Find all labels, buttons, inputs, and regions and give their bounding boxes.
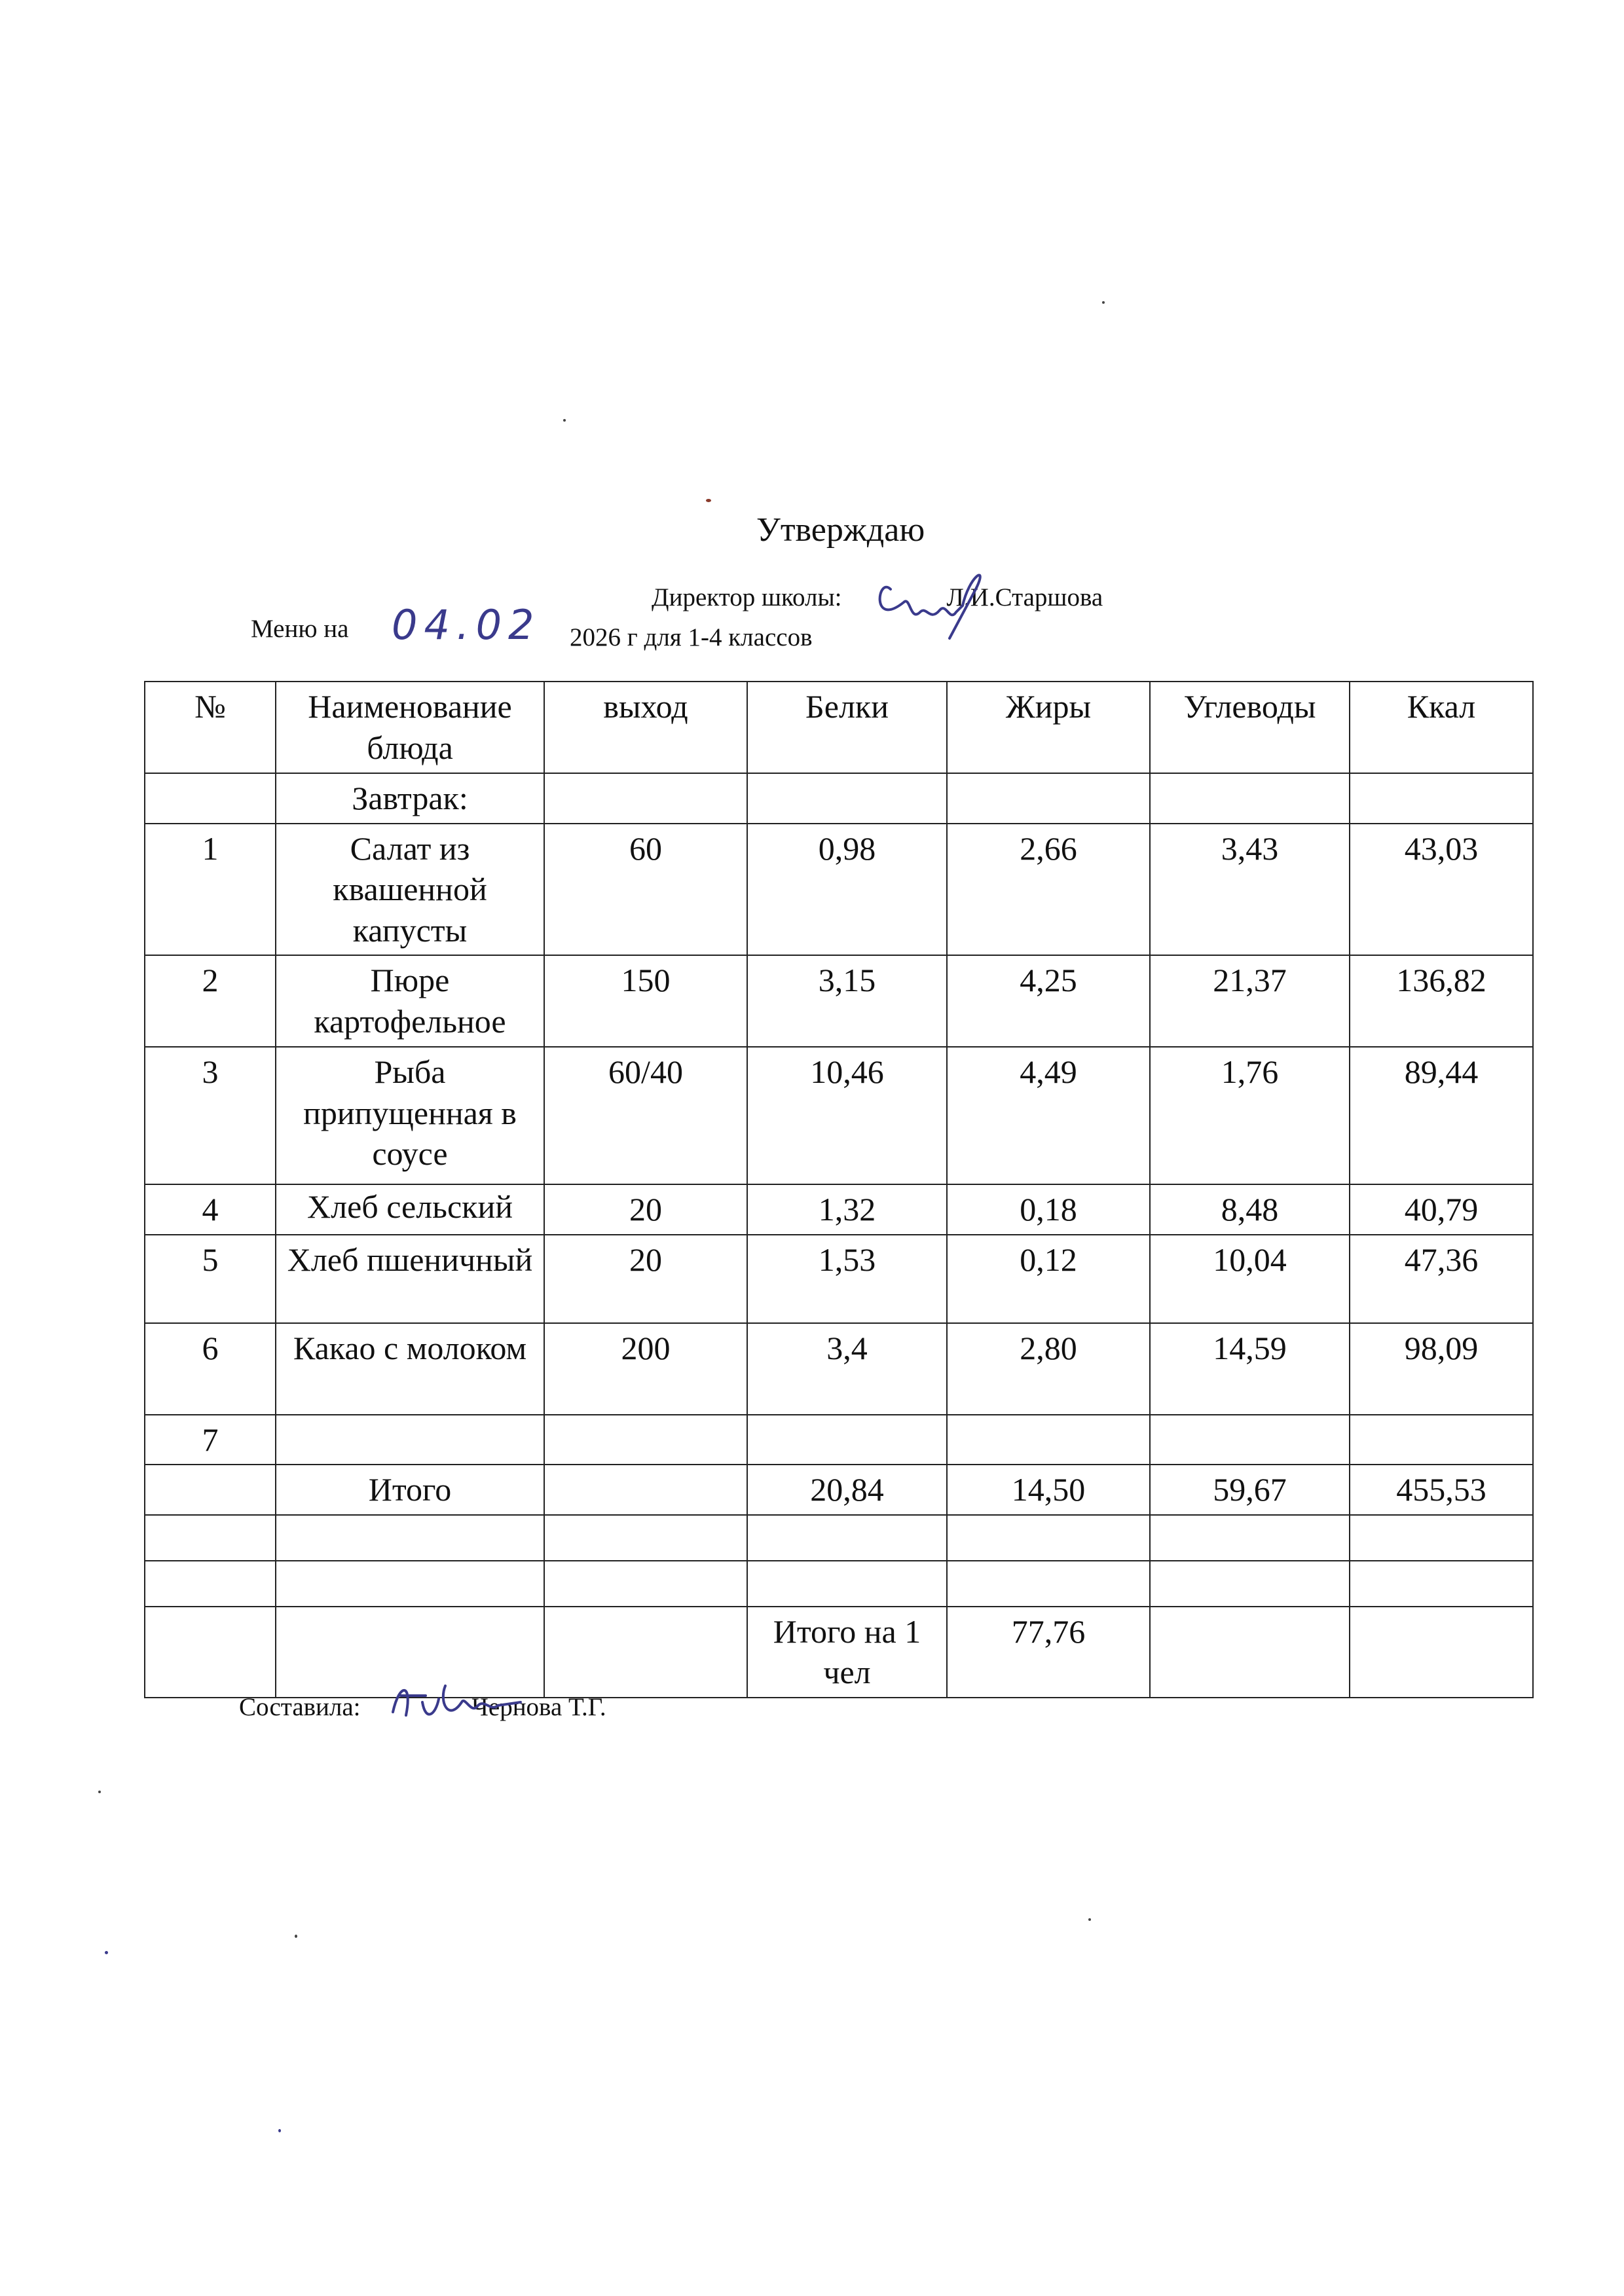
scan-speck	[1102, 301, 1105, 304]
dish-fat: 4,49	[947, 1047, 1150, 1184]
col-header-number: №	[145, 682, 276, 773]
table-row	[145, 955, 1533, 1047]
table-row	[145, 1323, 1533, 1415]
col-header-yield: выход	[544, 682, 747, 773]
table-row	[145, 1184, 1533, 1235]
col-header-protein: Белки	[747, 682, 947, 773]
table-row	[145, 1235, 1533, 1323]
dish-protein: 10,46	[747, 1047, 947, 1184]
dish-kcal: 40,79	[1350, 1184, 1533, 1235]
row-number: 5	[145, 1235, 276, 1323]
dish-kcal: 98,09	[1350, 1323, 1533, 1415]
section-label: Завтрак:	[276, 773, 544, 824]
total-row	[145, 1465, 1533, 1515]
dish-name: Салат из квашенной капусты	[276, 824, 544, 956]
dish-yield: 60/40	[544, 1047, 747, 1184]
director-label: Директор школы:	[652, 583, 842, 611]
dish-protein: 1,53	[747, 1235, 947, 1323]
dish-protein: 1,32	[747, 1184, 947, 1235]
compiled-label: Составила:	[239, 1693, 361, 1721]
total-fat: 14,50	[947, 1465, 1150, 1515]
dish-kcal: 89,44	[1350, 1047, 1533, 1184]
empty-row	[145, 1515, 1533, 1561]
dish-name	[276, 1415, 544, 1465]
scan-speck	[278, 2129, 281, 2132]
row-number: 1	[145, 824, 276, 956]
dish-kcal	[1350, 1415, 1533, 1465]
dish-carbs	[1150, 1415, 1350, 1465]
row-number: 6	[145, 1323, 276, 1415]
dish-name: Хлеб сельский	[276, 1184, 544, 1235]
dish-protein: 3,4	[747, 1323, 947, 1415]
dish-name: Пюре картофельное	[276, 955, 544, 1047]
total-carbs: 59,67	[1150, 1465, 1350, 1515]
dish-carbs: 14,59	[1150, 1323, 1350, 1415]
section-row	[145, 773, 1533, 824]
dish-name: Какао с молоком	[276, 1323, 544, 1415]
dish-carbs: 8,48	[1150, 1184, 1350, 1235]
dish-yield: 200	[544, 1323, 747, 1415]
col-header-kcal: Ккал	[1350, 682, 1533, 773]
dish-name: Рыба припущенная в соусе	[276, 1047, 544, 1184]
dish-fat: 0,12	[947, 1235, 1150, 1323]
compiler-signature	[386, 1676, 530, 1735]
row-number: 4	[145, 1184, 276, 1235]
table-header-row	[145, 682, 1533, 773]
scan-speck	[98, 1791, 101, 1793]
dish-fat: 2,80	[947, 1323, 1150, 1415]
dish-kcal: 136,82	[1350, 955, 1533, 1047]
dish-yield: 20	[544, 1235, 747, 1323]
compiled-name: Чернова Т.Г.	[471, 1693, 606, 1721]
menu-table	[144, 681, 1534, 1698]
director-signature	[864, 550, 1022, 642]
scan-speck	[1088, 1918, 1091, 1921]
dish-yield: 60	[544, 824, 747, 956]
scan-speck	[105, 1951, 108, 1954]
dish-name: Хлеб пшеничный	[276, 1235, 544, 1323]
row-number: 7	[145, 1415, 276, 1465]
per-person-value: 77,76	[947, 1607, 1150, 1698]
per-person-row	[145, 1607, 1533, 1698]
dish-carbs: 1,76	[1150, 1047, 1350, 1184]
dish-yield: 150	[544, 955, 747, 1047]
dish-yield: 20	[544, 1184, 747, 1235]
row-number: 3	[145, 1047, 276, 1184]
scan-speck	[706, 499, 711, 502]
menu-year-classes: 2026 г для 1-4 классов	[570, 623, 813, 651]
table-row	[145, 1415, 1533, 1465]
empty-row	[145, 1561, 1533, 1607]
dish-carbs: 3,43	[1150, 824, 1350, 956]
menu-date: 04.02	[392, 601, 541, 649]
dish-fat: 2,66	[947, 824, 1150, 956]
total-label: Итого	[276, 1465, 544, 1515]
dish-fat: 4,25	[947, 955, 1150, 1047]
director-name: Л.И.Старшова	[946, 583, 1103, 611]
col-header-dish: Наименование блюда	[276, 682, 544, 773]
dish-protein: 3,15	[747, 955, 947, 1047]
col-header-fat: Жиры	[947, 682, 1150, 773]
dish-kcal: 47,36	[1350, 1235, 1533, 1323]
menu-label: Меню на	[251, 615, 349, 643]
dish-fat: 0,18	[947, 1184, 1150, 1235]
approval-title: Утверждаю	[756, 511, 925, 549]
table-row	[145, 1047, 1533, 1184]
dish-protein	[747, 1415, 947, 1465]
scan-speck	[563, 419, 566, 422]
dish-carbs: 10,04	[1150, 1235, 1350, 1323]
scan-speck	[295, 1935, 297, 1938]
total-protein: 20,84	[747, 1465, 947, 1515]
per-person-label: Итого на 1 чел	[747, 1607, 947, 1698]
dish-fat	[947, 1415, 1150, 1465]
dish-protein: 0,98	[747, 824, 947, 956]
total-kcal: 455,53	[1350, 1465, 1533, 1515]
dish-yield	[544, 1415, 747, 1465]
table-row	[145, 824, 1533, 956]
dish-carbs: 21,37	[1150, 955, 1350, 1047]
row-number: 2	[145, 955, 276, 1047]
col-header-carbs: Углеводы	[1150, 682, 1350, 773]
dish-kcal: 43,03	[1350, 824, 1533, 956]
